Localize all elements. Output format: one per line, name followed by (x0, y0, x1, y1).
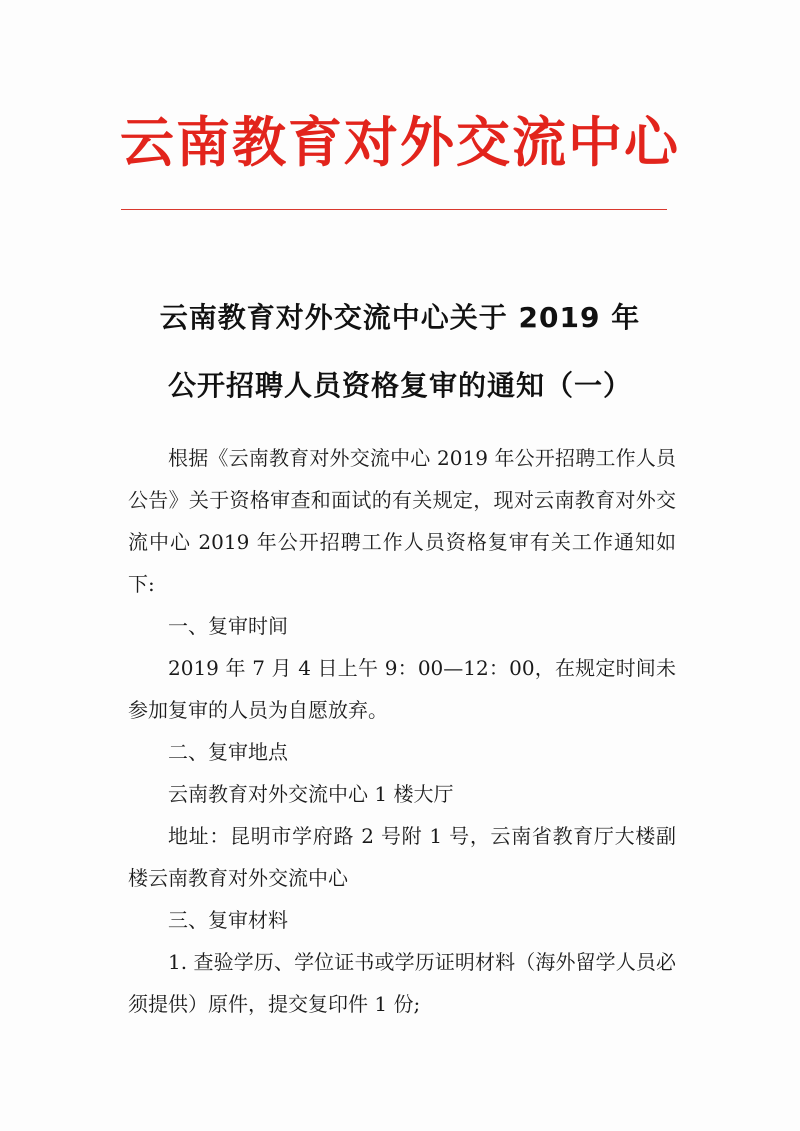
paragraph-intro: 根据《云南教育对外交流中心 2019 年公开招聘工作人员公告》关于资格审查和面试的有关规定，现对云南教育对外交流中心 2019 年公开招聘工作人员资格复审有关工作通知如下: (128, 446, 676, 596)
letterhead-org-name: 云南教育对外交流中心 (120, 111, 680, 174)
paragraph-time: 2019 年 7 月 4 日上午 9：00—12：00，在规定时间未参加复审的人员为自愿放弃。 (128, 656, 676, 722)
letterhead-red-rule (121, 209, 667, 210)
notice-title-line1: 云南教育对外交流中心关于 2019 年 (159, 301, 641, 334)
section-heading-location: 二、复审地点 (168, 740, 288, 764)
notice-title-line2: 公开招聘人员资格复审的通知（一） (167, 369, 632, 402)
notice-body (128, 437, 676, 1025)
paragraph-address: 地址：昆明市学府路 2 号附 1 号，云南省教育厅大楼副楼云南教育对外交流中心 (128, 824, 676, 890)
section-heading-materials: 三、复审材料 (168, 908, 288, 932)
section-heading-time: 一、复审时间 (168, 614, 288, 638)
paragraph-materials-1: 1. 查验学历、学位证书或学历证明材料（海外留学人员必须提供）原件，提交复印件 1 份; (128, 950, 676, 1016)
paragraph-location: 云南教育对外交流中心 1 楼大厅 (168, 782, 454, 806)
